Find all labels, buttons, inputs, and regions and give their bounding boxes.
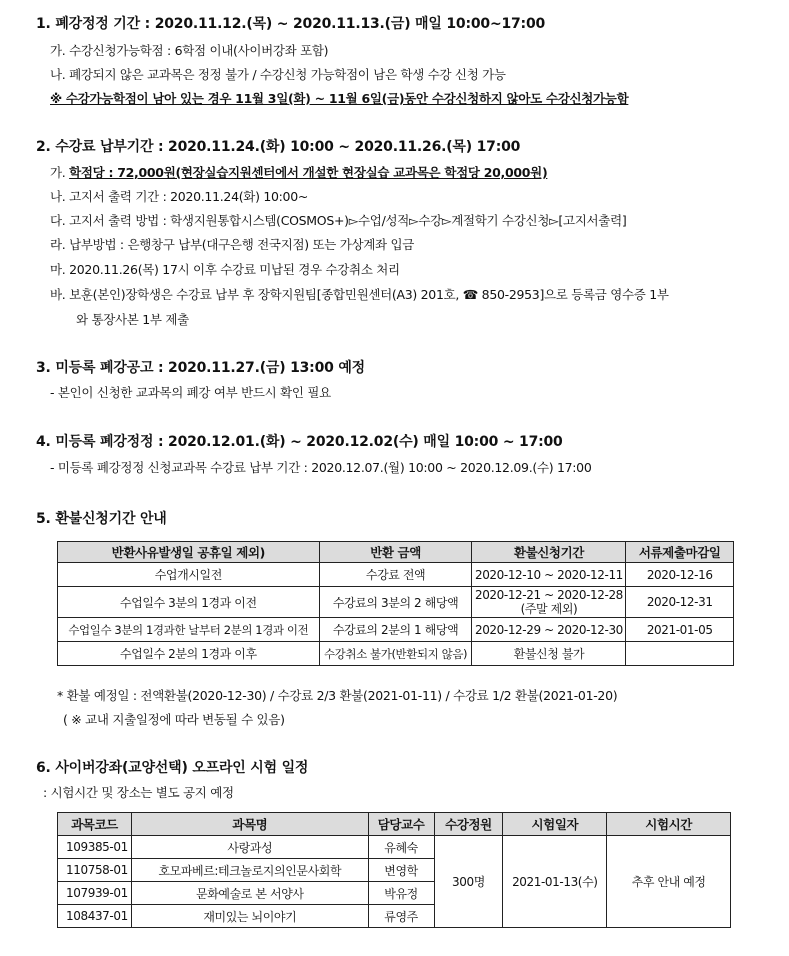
- refund-amount: 수강취소 불가(반환되지 않음): [319, 642, 472, 666]
- exam-col-capacity: 수강정원: [434, 813, 503, 836]
- refund-reason: 수업일수 3분의 1경과한 날부터 2분의 1경과 이전: [58, 618, 320, 642]
- course-code: 107939-01: [58, 882, 132, 905]
- refund-period: 2020-12-29 ~ 2020-12-30: [472, 618, 626, 642]
- s2-item-e: 마. 2020.11.26(목) 17시 이후 수강료 미납된 경우 수강취소 처리: [50, 262, 400, 277]
- refund-reason: 수업일수 2분의 1경과 이후: [58, 642, 320, 666]
- table-row: [58, 836, 731, 859]
- section-4-title: 4. 미등록 폐강정정 : 2020.12.01.(화) ~ 2020.12.02(수) 매일 10:00 ~ 17:00: [36, 434, 563, 450]
- refund-col-reason: 반환사유발생일 공휴일 제외): [58, 542, 320, 563]
- s1-item-b: 나. 폐강되지 않은 교과목은 정정 불가 / 수강신청 가능학점이 남은 학생 수강 신청 가능: [50, 67, 506, 82]
- table-row: [58, 587, 734, 618]
- s6-subtitle: : 시험시간 및 장소는 별도 공지 예정: [43, 785, 234, 800]
- exam-col-date: 시험일자: [503, 813, 607, 836]
- exam-capacity: 300명: [434, 836, 503, 928]
- section-5-title: 5. 환불신청기간 안내: [36, 511, 167, 527]
- course-code: 109385-01: [58, 836, 132, 859]
- course-professor: 변영학: [368, 859, 434, 882]
- refund-reason: 수업개시일전: [58, 563, 320, 587]
- course-code: 108437-01: [58, 905, 132, 928]
- table-row: [58, 618, 734, 642]
- exam-table-header: [58, 813, 731, 836]
- s2-item-f-line2: 와 통장사본 1부 제출: [76, 312, 189, 327]
- s2-item-b: 나. 고지서 출력 기간 : 2020.11.24(화) 10:00~: [50, 189, 309, 204]
- refund-amount: 수강료의 3분의 2 해당액: [319, 587, 472, 618]
- course-name: 호모파베르:테크놀로지의인문사회학: [131, 859, 368, 882]
- exam-col-code: 과목코드: [58, 813, 132, 836]
- exam-col-professor: 담당교수: [368, 813, 434, 836]
- course-professor: 박유정: [368, 882, 434, 905]
- s2-item-a-prefix: 가.: [50, 165, 70, 180]
- refund-deadline: 2020-12-31: [626, 587, 734, 618]
- course-name: 문화예술로 본 서양사: [131, 882, 368, 905]
- table-row: [58, 642, 734, 666]
- refund-amount: 수강료의 2분의 1 해당액: [319, 618, 472, 642]
- s2-item-a: [50, 163, 547, 181]
- section-2-title: 2. 수강료 납부기간 : 2020.11.24.(화) 10:00 ~ 2020.11.26.(목) 17:00: [36, 139, 521, 155]
- s4-item-a: - 미등록 폐강정정 신청교과목 수강료 납부 기간 : 2020.12.07.(월) 10:00 ~ 2020.12.09.(수) 17:00: [50, 460, 592, 475]
- refund-col-deadline: 서류제출마감일: [626, 542, 734, 563]
- refund-deadline: 2021-01-05: [626, 618, 734, 642]
- s3-item-a: - 본인이 신청한 교과목의 폐강 여부 반드시 확인 필요: [50, 385, 331, 400]
- s1-item-a: 가. 수강신청가능학점 : 6학점 이내(사이버강좌 포함): [50, 43, 329, 58]
- refund-period: 2020-12-10 ~ 2020-12-11: [472, 563, 626, 587]
- section-3-title: 3. 미등록 폐강공고 : 2020.11.27.(금) 13:00 예정: [36, 360, 365, 376]
- course-name: 사랑과성: [131, 836, 368, 859]
- refund-period-cell: [472, 587, 626, 618]
- refund-table-header: [58, 542, 734, 563]
- course-code: 110758-01: [58, 859, 132, 882]
- s2-item-c: 다. 고지서 출력 방법 : 학생지원통합시스템(COSMOS+)▻수업/성적▻수강▻계절학기 수강신청▻[고지서출력]: [50, 213, 627, 228]
- refund-note: * 환불 예정일 : 전액환불(2020-12-30) / 수강료 2/3 환불(2021-01-11) / 수강료 1/2 환불(2021-01-20): [57, 688, 618, 703]
- refund-deadline: [626, 642, 734, 666]
- refund-deadline: 2020-12-16: [626, 563, 734, 587]
- course-professor: 류영주: [368, 905, 434, 928]
- table-row: [58, 563, 734, 587]
- course-name: 재미있는 뇌이야기: [131, 905, 368, 928]
- refund-period: 환불신청 불가: [472, 642, 626, 666]
- exam-col-time: 시험시간: [607, 813, 731, 836]
- refund-col-period: 환불신청기간: [472, 542, 626, 563]
- refund-disclaimer: ( ※ 교내 지출일정에 따라 변동될 수 있음): [63, 712, 285, 727]
- exam-table: [57, 812, 731, 928]
- refund-amount: 수강료 전액: [319, 563, 472, 587]
- s2-item-a-text: 학점당 : 72,000원(현장실습지원센터에서 개설한 현장실습 교과목은 학점당 20,000원): [69, 165, 548, 180]
- section-6-title: 6. 사이버강좌(교양선택) 오프라인 시험 일정: [36, 760, 309, 776]
- s2-item-d: 라. 납부방법 : 은행창구 납부(대구은행 전국지점) 또는 가상계좌 입금: [50, 237, 415, 252]
- refund-table: [57, 541, 734, 666]
- refund-reason: 수업일수 3분의 1경과 이전: [58, 587, 320, 618]
- section-1-title: 1. 폐강정정 기간 : 2020.11.12.(목) ~ 2020.11.13.(금) 매일 10:00~17:00: [36, 16, 546, 32]
- refund-col-amount: 반환 금액: [319, 542, 472, 563]
- exam-date: 2021-01-13(수): [503, 836, 607, 928]
- exam-time: 추후 안내 예정: [607, 836, 731, 928]
- exam-col-course: 과목명: [131, 813, 368, 836]
- s2-item-f-line1: 바. 보훈(본인)장학생은 수강료 납부 후 장학지원팀[종합민원센터(A3) 201호, ☎ 850-2953]으로 등록금 영수증 1부: [50, 287, 669, 302]
- course-professor: 유혜숙: [368, 836, 434, 859]
- s1-note: ※ 수강가능학점이 남아 있는 경우 11월 3일(화) ~ 11월 6일(금)동안 수강신청하지 않아도 수강신청가능함: [50, 91, 629, 106]
- refund-period-note: (주말 제외): [520, 602, 578, 616]
- refund-period: 2020-12-21 ~ 2020-12-28: [474, 588, 623, 602]
